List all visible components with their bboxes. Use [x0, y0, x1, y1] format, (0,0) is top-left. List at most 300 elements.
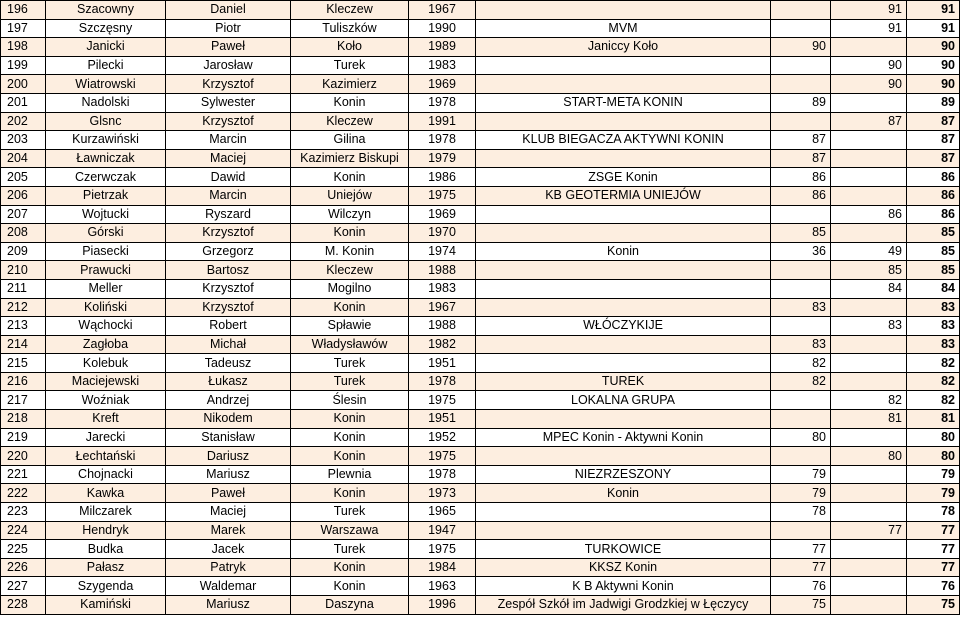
birth-year-cell: 1983 [409, 56, 476, 75]
first-name-cell: Bartosz [166, 261, 291, 280]
score-2-cell: 83 [831, 317, 907, 336]
score-1-cell: 82 [771, 354, 831, 373]
birth-year-cell: 1978 [409, 465, 476, 484]
surname-cell: Kurzawiński [46, 131, 166, 150]
town-cell: Konin [291, 558, 409, 577]
birth-year-cell: 1983 [409, 279, 476, 298]
first-name-cell: Stanisław [166, 428, 291, 447]
town-cell: Ślesin [291, 391, 409, 410]
surname-cell: Meller [46, 279, 166, 298]
score-1-cell: 79 [771, 465, 831, 484]
first-name-cell: Waldemar [166, 577, 291, 596]
total-score-cell: 82 [907, 372, 960, 391]
club-cell: START-META KONIN [476, 93, 771, 112]
town-cell: Konin [291, 168, 409, 187]
row-number: 209 [1, 242, 46, 261]
score-1-cell [771, 1, 831, 20]
town-cell: Kleczew [291, 1, 409, 20]
table-row [1, 279, 960, 298]
score-2-cell: 80 [831, 447, 907, 466]
score-1-cell: 87 [771, 149, 831, 168]
surname-cell: Chojnacki [46, 465, 166, 484]
club-cell [476, 447, 771, 466]
town-cell: Konin [291, 447, 409, 466]
birth-year-cell: 1965 [409, 503, 476, 522]
town-cell: Turek [291, 56, 409, 75]
score-2-cell [831, 38, 907, 57]
total-score-cell: 76 [907, 577, 960, 596]
row-number: 227 [1, 577, 46, 596]
first-name-cell: Andrzej [166, 391, 291, 410]
club-cell: KKSZ Konin [476, 558, 771, 577]
table-row [1, 558, 960, 577]
surname-cell: Szygenda [46, 577, 166, 596]
table-row [1, 484, 960, 503]
score-2-cell [831, 131, 907, 150]
row-number: 216 [1, 372, 46, 391]
total-score-cell: 82 [907, 354, 960, 373]
total-score-cell: 84 [907, 279, 960, 298]
row-number: 213 [1, 317, 46, 336]
total-score-cell: 85 [907, 242, 960, 261]
score-2-cell: 85 [831, 261, 907, 280]
surname-cell: Górski [46, 224, 166, 243]
town-cell: Konin [291, 410, 409, 429]
club-cell [476, 112, 771, 131]
score-2-cell: 87 [831, 112, 907, 131]
first-name-cell: Sylwester [166, 93, 291, 112]
surname-cell: Ławniczak [46, 149, 166, 168]
birth-year-cell: 1991 [409, 112, 476, 131]
row-number: 210 [1, 261, 46, 280]
table-row [1, 149, 960, 168]
birth-year-cell: 1988 [409, 317, 476, 336]
total-score-cell: 90 [907, 38, 960, 57]
first-name-cell: Tadeusz [166, 354, 291, 373]
total-score-cell: 87 [907, 131, 960, 150]
surname-cell: Szacowny [46, 1, 166, 20]
town-cell: Konin [291, 224, 409, 243]
score-2-cell: 81 [831, 410, 907, 429]
town-cell: Kazimierz [291, 75, 409, 94]
first-name-cell: Nikodem [166, 410, 291, 429]
first-name-cell: Paweł [166, 484, 291, 503]
birth-year-cell: 1947 [409, 521, 476, 540]
score-1-cell: 78 [771, 503, 831, 522]
score-2-cell [831, 93, 907, 112]
club-cell: Konin [476, 484, 771, 503]
score-2-cell [831, 149, 907, 168]
town-cell: Gilina [291, 131, 409, 150]
surname-cell: Nadolski [46, 93, 166, 112]
total-score-cell: 77 [907, 558, 960, 577]
surname-cell: Milczarek [46, 503, 166, 522]
row-number: 211 [1, 279, 46, 298]
first-name-cell: Marek [166, 521, 291, 540]
total-score-cell: 90 [907, 56, 960, 75]
score-1-cell: 79 [771, 484, 831, 503]
birth-year-cell: 1974 [409, 242, 476, 261]
surname-cell: Glsnc [46, 112, 166, 131]
birth-year-cell: 1969 [409, 75, 476, 94]
total-score-cell: 77 [907, 540, 960, 559]
birth-year-cell: 1975 [409, 186, 476, 205]
score-1-cell: 77 [771, 540, 831, 559]
score-2-cell [831, 298, 907, 317]
table-row [1, 112, 960, 131]
surname-cell: Wąchocki [46, 317, 166, 336]
row-number: 207 [1, 205, 46, 224]
score-1-cell [771, 19, 831, 38]
table-row [1, 596, 960, 615]
town-cell: Uniejów [291, 186, 409, 205]
row-number: 201 [1, 93, 46, 112]
surname-cell: Budka [46, 540, 166, 559]
birth-year-cell: 1975 [409, 447, 476, 466]
first-name-cell: Paweł [166, 38, 291, 57]
table-row [1, 465, 960, 484]
first-name-cell: Piotr [166, 19, 291, 38]
town-cell: Spławie [291, 317, 409, 336]
row-number: 222 [1, 484, 46, 503]
town-cell: Wilczyn [291, 205, 409, 224]
first-name-cell: Maciej [166, 149, 291, 168]
first-name-cell: Daniel [166, 1, 291, 20]
row-number: 199 [1, 56, 46, 75]
row-number: 214 [1, 335, 46, 354]
club-cell [476, 354, 771, 373]
surname-cell: Pałasz [46, 558, 166, 577]
score-2-cell: 91 [831, 1, 907, 20]
birth-year-cell: 1951 [409, 354, 476, 373]
surname-cell: Woźniak [46, 391, 166, 410]
row-number: 196 [1, 1, 46, 20]
score-1-cell [771, 112, 831, 131]
table-row [1, 428, 960, 447]
birth-year-cell: 1978 [409, 372, 476, 391]
first-name-cell: Marcin [166, 131, 291, 150]
club-cell [476, 279, 771, 298]
surname-cell: Wojtucki [46, 205, 166, 224]
birth-year-cell: 1990 [409, 19, 476, 38]
birth-year-cell: 1970 [409, 224, 476, 243]
town-cell: Tuliszków [291, 19, 409, 38]
score-2-cell [831, 484, 907, 503]
town-cell: Władysławów [291, 335, 409, 354]
birth-year-cell: 1989 [409, 38, 476, 57]
table-row [1, 335, 960, 354]
birth-year-cell: 1996 [409, 596, 476, 615]
surname-cell: Piasecki [46, 242, 166, 261]
club-cell: Konin [476, 242, 771, 261]
town-cell: Turek [291, 540, 409, 559]
club-cell: KLUB BIEGACZA AKTYWNI KONIN [476, 131, 771, 150]
table-row [1, 19, 960, 38]
birth-year-cell: 1967 [409, 1, 476, 20]
score-1-cell: 80 [771, 428, 831, 447]
first-name-cell: Łukasz [166, 372, 291, 391]
score-2-cell [831, 465, 907, 484]
club-cell: TURKOWICE [476, 540, 771, 559]
surname-cell: Kreft [46, 410, 166, 429]
club-cell: MVM [476, 19, 771, 38]
club-cell: LOKALNA GRUPA [476, 391, 771, 410]
total-score-cell: 87 [907, 112, 960, 131]
row-number: 198 [1, 38, 46, 57]
town-cell: Kleczew [291, 112, 409, 131]
surname-cell: Kamiński [46, 596, 166, 615]
club-cell: TUREK [476, 372, 771, 391]
club-cell [476, 205, 771, 224]
total-score-cell: 80 [907, 447, 960, 466]
total-score-cell: 83 [907, 298, 960, 317]
score-1-cell [771, 205, 831, 224]
score-1-cell [771, 410, 831, 429]
club-cell [476, 56, 771, 75]
town-cell: Mogilno [291, 279, 409, 298]
row-number: 208 [1, 224, 46, 243]
row-number: 225 [1, 540, 46, 559]
birth-year-cell: 1969 [409, 205, 476, 224]
club-cell: ZSGE Konin [476, 168, 771, 187]
first-name-cell: Krzysztof [166, 75, 291, 94]
birth-year-cell: 1951 [409, 410, 476, 429]
score-1-cell: 82 [771, 372, 831, 391]
total-score-cell: 85 [907, 224, 960, 243]
total-score-cell: 86 [907, 205, 960, 224]
row-number: 215 [1, 354, 46, 373]
birth-year-cell: 1988 [409, 261, 476, 280]
table-row [1, 38, 960, 57]
club-cell: MPEC Konin - Aktywni Konin [476, 428, 771, 447]
club-cell: NIEZRZESZONY [476, 465, 771, 484]
surname-cell: Pietrzak [46, 186, 166, 205]
table-row [1, 317, 960, 336]
first-name-cell: Jacek [166, 540, 291, 559]
first-name-cell: Maciej [166, 503, 291, 522]
total-score-cell: 86 [907, 186, 960, 205]
row-number: 205 [1, 168, 46, 187]
score-2-cell: 86 [831, 205, 907, 224]
surname-cell: Kolebuk [46, 354, 166, 373]
table-row [1, 168, 960, 187]
score-1-cell [771, 279, 831, 298]
table-row [1, 261, 960, 280]
score-2-cell: 49 [831, 242, 907, 261]
surname-cell: Łechtański [46, 447, 166, 466]
total-score-cell: 83 [907, 335, 960, 354]
surname-cell: Zagłoba [46, 335, 166, 354]
birth-year-cell: 1982 [409, 335, 476, 354]
row-number: 204 [1, 149, 46, 168]
club-cell: WŁÓCZYKIJE [476, 317, 771, 336]
total-score-cell: 80 [907, 428, 960, 447]
surname-cell: Janicki [46, 38, 166, 57]
total-score-cell: 83 [907, 317, 960, 336]
row-number: 203 [1, 131, 46, 150]
total-score-cell: 87 [907, 149, 960, 168]
score-2-cell: 77 [831, 521, 907, 540]
town-cell: Plewnia [291, 465, 409, 484]
row-number: 228 [1, 596, 46, 615]
birth-year-cell: 1978 [409, 93, 476, 112]
score-2-cell [831, 186, 907, 205]
club-cell [476, 335, 771, 354]
town-cell: Turek [291, 354, 409, 373]
score-2-cell: 84 [831, 279, 907, 298]
row-number: 224 [1, 521, 46, 540]
birth-year-cell: 1952 [409, 428, 476, 447]
score-1-cell [771, 75, 831, 94]
first-name-cell: Dawid [166, 168, 291, 187]
first-name-cell: Mariusz [166, 465, 291, 484]
score-2-cell [831, 168, 907, 187]
first-name-cell: Jarosław [166, 56, 291, 75]
club-cell [476, 503, 771, 522]
surname-cell: Pilecki [46, 56, 166, 75]
birth-year-cell: 1973 [409, 484, 476, 503]
score-1-cell: 83 [771, 335, 831, 354]
table-row [1, 447, 960, 466]
score-2-cell [831, 354, 907, 373]
club-cell [476, 149, 771, 168]
total-score-cell: 85 [907, 261, 960, 280]
score-1-cell [771, 391, 831, 410]
club-cell [476, 521, 771, 540]
surname-cell: Hendryk [46, 521, 166, 540]
first-name-cell: Dariusz [166, 447, 291, 466]
town-cell: Warszawa [291, 521, 409, 540]
row-number: 218 [1, 410, 46, 429]
table-row [1, 577, 960, 596]
total-score-cell: 91 [907, 1, 960, 20]
town-cell: Kleczew [291, 261, 409, 280]
score-2-cell [831, 596, 907, 615]
table-row [1, 354, 960, 373]
score-2-cell [831, 372, 907, 391]
table-row [1, 93, 960, 112]
row-number: 220 [1, 447, 46, 466]
total-score-cell: 89 [907, 93, 960, 112]
club-cell: K B Aktywni Konin [476, 577, 771, 596]
surname-cell: Czerwczak [46, 168, 166, 187]
surname-cell: Kawka [46, 484, 166, 503]
table-row [1, 1, 960, 20]
total-score-cell: 77 [907, 521, 960, 540]
first-name-cell: Patryk [166, 558, 291, 577]
surname-cell: Koliński [46, 298, 166, 317]
club-cell: KB GEOTERMIA UNIEJÓW [476, 186, 771, 205]
total-score-cell: 78 [907, 503, 960, 522]
score-2-cell [831, 540, 907, 559]
first-name-cell: Michał [166, 335, 291, 354]
surname-cell: Szczęsny [46, 19, 166, 38]
score-2-cell [831, 428, 907, 447]
score-2-cell [831, 224, 907, 243]
score-2-cell: 82 [831, 391, 907, 410]
first-name-cell: Krzysztof [166, 298, 291, 317]
first-name-cell: Krzysztof [166, 224, 291, 243]
score-2-cell [831, 558, 907, 577]
score-1-cell: 86 [771, 186, 831, 205]
birth-year-cell: 1967 [409, 298, 476, 317]
score-1-cell: 75 [771, 596, 831, 615]
table-row [1, 56, 960, 75]
row-number: 221 [1, 465, 46, 484]
table-row [1, 391, 960, 410]
town-cell: Turek [291, 372, 409, 391]
row-number: 197 [1, 19, 46, 38]
birth-year-cell: 1963 [409, 577, 476, 596]
birth-year-cell: 1979 [409, 149, 476, 168]
total-score-cell: 86 [907, 168, 960, 187]
score-1-cell [771, 447, 831, 466]
town-cell: Konin [291, 93, 409, 112]
first-name-cell: Marcin [166, 186, 291, 205]
town-cell: Koło [291, 38, 409, 57]
table-row [1, 186, 960, 205]
row-number: 223 [1, 503, 46, 522]
total-score-cell: 91 [907, 19, 960, 38]
row-number: 226 [1, 558, 46, 577]
table-row [1, 205, 960, 224]
score-1-cell [771, 261, 831, 280]
surname-cell: Maciejewski [46, 372, 166, 391]
table-row [1, 242, 960, 261]
town-cell: Daszyna [291, 596, 409, 615]
score-2-cell: 91 [831, 19, 907, 38]
score-1-cell [771, 56, 831, 75]
club-cell [476, 298, 771, 317]
club-cell [476, 75, 771, 94]
score-1-cell: 89 [771, 93, 831, 112]
table-row [1, 521, 960, 540]
club-cell [476, 261, 771, 280]
birth-year-cell: 1978 [409, 131, 476, 150]
birth-year-cell: 1986 [409, 168, 476, 187]
table-row [1, 75, 960, 94]
score-2-cell [831, 577, 907, 596]
first-name-cell: Grzegorz [166, 242, 291, 261]
first-name-cell: Krzysztof [166, 279, 291, 298]
score-1-cell [771, 521, 831, 540]
surname-cell: Prawucki [46, 261, 166, 280]
row-number: 206 [1, 186, 46, 205]
club-cell [476, 410, 771, 429]
score-2-cell: 90 [831, 56, 907, 75]
total-score-cell: 82 [907, 391, 960, 410]
total-score-cell: 75 [907, 596, 960, 615]
first-name-cell: Ryszard [166, 205, 291, 224]
row-number: 212 [1, 298, 46, 317]
club-cell [476, 1, 771, 20]
row-number: 200 [1, 75, 46, 94]
table-row [1, 503, 960, 522]
total-score-cell: 81 [907, 410, 960, 429]
first-name-cell: Mariusz [166, 596, 291, 615]
town-cell: Kazimierz Biskupi [291, 149, 409, 168]
town-cell: Konin [291, 577, 409, 596]
score-1-cell [771, 317, 831, 336]
table-row [1, 410, 960, 429]
total-score-cell: 79 [907, 465, 960, 484]
score-1-cell: 77 [771, 558, 831, 577]
row-number: 219 [1, 428, 46, 447]
row-number: 202 [1, 112, 46, 131]
score-2-cell: 90 [831, 75, 907, 94]
score-1-cell: 87 [771, 131, 831, 150]
table-row [1, 540, 960, 559]
